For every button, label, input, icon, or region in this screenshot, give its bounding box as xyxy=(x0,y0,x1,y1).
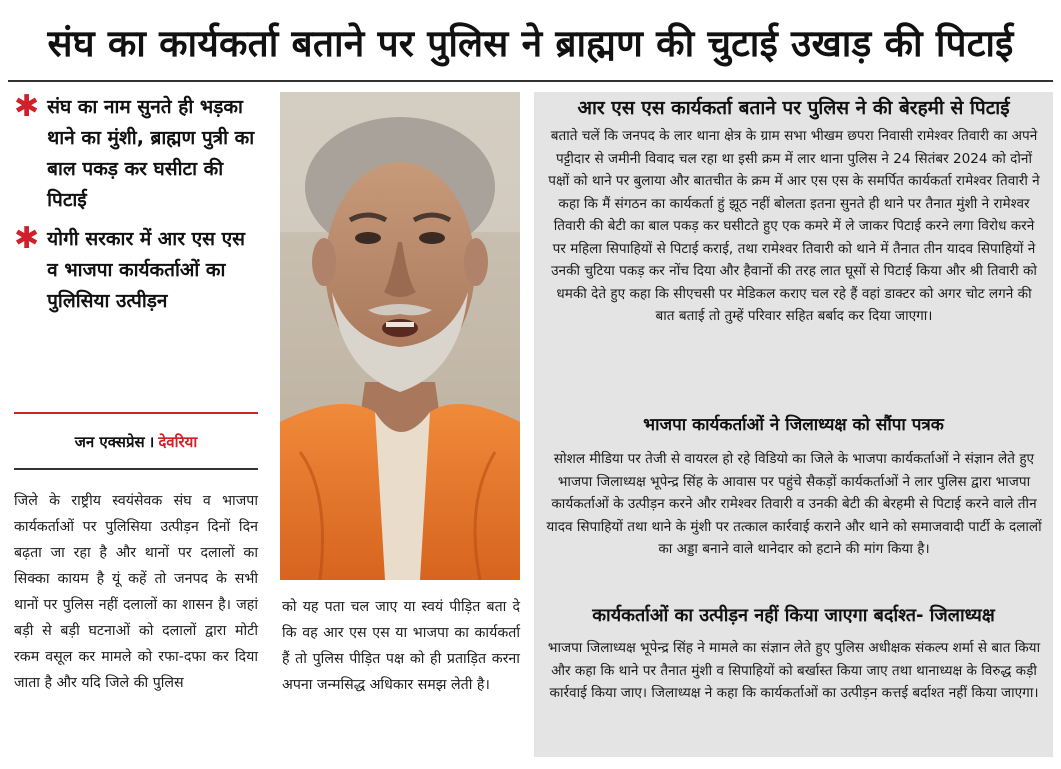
black-divider xyxy=(14,468,258,470)
right-news-panel xyxy=(534,92,1053,757)
asterisk-icon: ✱ xyxy=(14,221,40,256)
dateline-city: देवरिया xyxy=(158,433,198,451)
subheading-3: कार्यकर्ताओं का उत्पीड़न नहीं किया जाएगा बर्दाश्त- जिलाध्यक्ष xyxy=(592,605,995,626)
body-column-1: जिले के राष्ट्रीय स्वयंसेवक संघ व भाजपा कार्यकर्ताओं पर पुलिसिया उत्पीड़न दिनों दिन बढ़ता जा रहा है और थानों पर दलालों का सिक्का कायम है यूं कहें तो जनपद के सभी थानों पर पुलिस नहीं दलालों का शासन है। जहां बड़ी से बड़ी घटनाओं को दलालों द्वारा मोटी रकम वसूल कर मामले को रफा-दफा कर दिया जाता है और यदि जिले की पुलिस xyxy=(14,493,258,691)
bullet-item xyxy=(14,221,259,317)
dateline-separator: । xyxy=(148,433,155,451)
dateline-source: जन एक्सप्रेस xyxy=(74,433,145,451)
bullet-text: संघ का नाम सुनते ही भड़का थाने का मुंशी, ब्राह्मण पुत्री का बाल पकड़ कर घसीटा की पिटाई xyxy=(47,96,255,211)
bullet-item xyxy=(14,89,259,216)
subheading-2: भाजपा कार्यकर्ताओं ने जिलाध्यक्ष को सौंपा पत्रक xyxy=(643,415,944,435)
bullet-text: योगी सरकार में आर एस एस व भाजपा कार्यकर्ताओं का पुलिसिया उत्पीड़न xyxy=(47,228,245,312)
asterisk-icon: ✱ xyxy=(14,89,40,124)
headline: संघ का कार्यकर्ता बताने पर पुलिस ने ब्राह्मण की चुटाई उखाड़ की पिटाई xyxy=(47,21,1014,65)
subheading-1: आर एस एस कार्यकर्ता बताने पर पुलिस ने की बेरहमी से पिटाई xyxy=(577,97,1010,119)
portrait-photo xyxy=(280,92,520,580)
headline-rule xyxy=(8,80,1053,82)
highlight-bullets xyxy=(14,89,259,325)
man-portrait-illustration xyxy=(280,92,520,580)
right-paragraph-1: बताते चलें कि जनपद के लार थाना क्षेत्र के ग्राम सभा भीखम छपरा निवासी रामेश्वर तिवारी का अपने पट्टीदार से जमीनी विवाद चल रहा था इसी क्रम में लार थाना पुलिस ने 24 सितंबर 2024 को दोनों पक्षों को थाने पर बुलाया और बातचीत के क्रम में आर एस एस के समर्पित कार्यकर्ता रामेश्वर तिवारी ने कहा कि मैं संगठन का कार्यकर्ता हुं झूठ नहीं बोलता इतना सुनते ही थाने पर तैनात मुंशी ने रामेश्वर तिवारी की बेटी का बाल पकड़ कर घसीटते हुए एक कमरे में ले जाकर पिटाई करने लगा विरोध करने पर महिला सिपाहियों से पिटाई कराई, तथा रामेश्वर तिवारी को थाने में तैनात तीन यादव सिपाहियों ने उनकी चुटिया पकड़ कर नोंच दिया और हैवानों की तरह लात घूसों से पिटाई किया और श्री तिवारी को धमकी देते हुए कहा कि सीएचसी पर मेडिकल कराए चल रहे हैं वहां डाक्टर को अगर चोट लगने की बात बताई तो तुम्हें परिवार सहित बर्बाद कर दिया जाएगा। xyxy=(548,128,1040,324)
dateline xyxy=(14,432,258,452)
body-column-2: को यह पता चल जाए या स्वयं पीड़ित बता दे कि वह आर एस एस या भाजपा का कार्यकर्ता हैं तो पुलिस पीड़ित पक्ष को ही प्रताड़ित करना अपना जन्मसिद्ध अधिकार समझ लेती है। xyxy=(282,599,520,693)
right-paragraph-2: सोशल मीडिया पर तेजी से वायरल हो रहे विडियो का जिले के भाजपा कार्यकर्ताओं ने संज्ञान लेते हुए भाजपा जिलाध्यक्ष भूपेन्द्र सिंह के आवास पर पहुंचे सैकड़ों कार्यकर्ताओं ने लार पुलिस द्वारा भाजपा कार्यकर्ताओं के उत्पीड़न करने और रामेश्वर तिवारी व उनकी बेटी की बेरहमी से पिटाई करने वाले तीन यादव सिपाहियों तथा थाने के मुंशी पर तत्काल कार्रवाई कराने और थाने को समाजवादी पार्टी के दलालों का अड्डा बनाने वाले थानेदार को हटाने की मांग किया है। xyxy=(546,451,1042,557)
right-paragraph-3: भाजपा जिलाध्यक्ष भूपेन्द्र सिंह ने मामले का संज्ञान लेते हुए पुलिस अधीक्षक संकल्प शर्मा से बात किया और कहा कि थाने पर तैनात मुंशी व सिपाहियों को बर्खास्त किया जाए तथा थानाध्यक्ष के विरुद्ध कड़ी कार्रवाई किया जाए। जिलाध्यक्ष ने कहा कि कार्यकर्ताओं का उत्पीड़न कत्तई बर्दाश्त नहीं किया जाएगा। xyxy=(547,640,1041,701)
red-divider xyxy=(14,412,258,414)
